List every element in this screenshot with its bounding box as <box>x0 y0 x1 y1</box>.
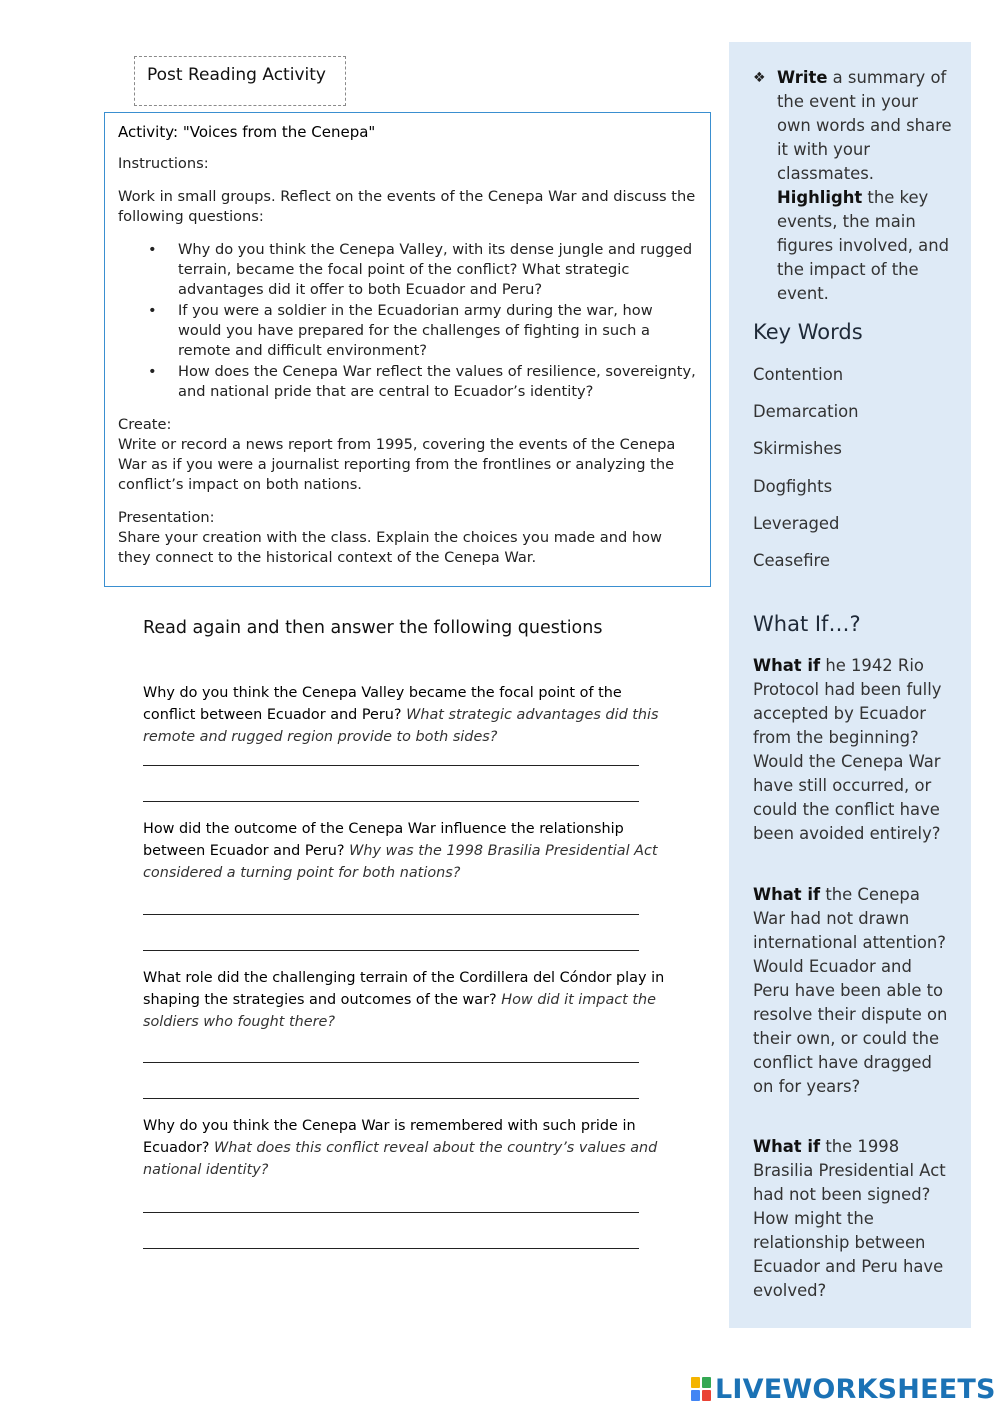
answer-line[interactable] <box>143 765 639 766</box>
discussion-question <box>118 301 697 361</box>
logo-square-blue <box>691 1390 700 1401</box>
what-if-heading: What If…? <box>753 612 861 636</box>
activity-box <box>104 112 711 587</box>
question-follow: How did it impact the soldiers who fought there? <box>143 992 657 1030</box>
activity-title: Activity: "Voices from the Cenepa" <box>118 123 376 141</box>
instructions-label: Instructions: <box>118 155 209 172</box>
question-main: What role did the challenging terrain of the Cordillera del Cóndor play in shaping the strategies and outcomes of the war? <box>143 970 665 1008</box>
summary-part2: the key events, the main figures involved, and the impact of the event. <box>777 188 949 303</box>
what-if-lead: What if <box>753 1137 821 1156</box>
reading-question-3 <box>143 967 673 1033</box>
liveworksheets-logo-icon <box>690 1376 712 1402</box>
answer-line[interactable] <box>143 1212 639 1213</box>
what-if-item <box>753 1135 949 1303</box>
discussion-question-text: Why do you think the Cenepa Valley, with its dense jungle and rugged terrain, became the focal point of the conflict? What strategic advantages did it offer to both Ecuador and Peru? <box>178 241 693 298</box>
summary-part1: a summary of the event in your own words and share it with your classmates. <box>777 68 952 183</box>
create-text: Write or record a news report from 1995, covering the events of the Cenepa War as if you were a journalist reporting from the frontlines or analyzing the conflict’s impact on both nations. <box>118 436 676 493</box>
reading-heading: Read again and then answer the following questions <box>143 618 603 638</box>
answer-line[interactable] <box>143 950 639 951</box>
logo-square-red <box>702 1390 711 1401</box>
summary-highlight: Highlight <box>777 188 863 207</box>
what-if-item <box>753 654 949 846</box>
key-words-heading: Key Words <box>753 320 863 344</box>
bullet-icon: • <box>148 363 157 380</box>
answer-line[interactable] <box>143 801 639 802</box>
summary-write: Write <box>777 68 828 87</box>
create-label: Create: <box>118 416 172 433</box>
answer-line[interactable] <box>143 914 639 915</box>
bullet-icon: • <box>148 302 157 319</box>
key-word: Skirmishes <box>753 439 842 458</box>
reading-question-1 <box>143 682 673 748</box>
what-if-text: the 1998 Brasilia Presidential Act had not been signed? How might the relationship between Ecuador and Peru have evolved? <box>753 1137 946 1300</box>
discussion-question-text: If you were a soldier in the Ecuadorian army during the war, how would you have prepared for the challenges of fighting in such a remote and difficult environment? <box>178 302 653 359</box>
logo-square-green <box>702 1377 711 1388</box>
key-word: Dogfights <box>753 477 833 496</box>
what-if-text: the Cenepa War had not drawn international attention? Would Ecuador and Peru have been able to resolve their dispute on their own, or could the conflict have dragged on for years? <box>753 885 948 1096</box>
post-reading-title-text: Post Reading Activity <box>147 65 326 85</box>
key-word: Leveraged <box>753 514 840 533</box>
presentation-text: Share your creation with the class. Explain the choices you made and how they connect to the historical context of the Cenepa War. <box>118 529 662 566</box>
bullet-icon: • <box>148 241 157 258</box>
question-follow: Why was the 1998 Brasilia Presidential Act considered a turning point for both nations? <box>143 843 658 881</box>
summary-text <box>753 66 953 306</box>
answer-line[interactable] <box>143 1098 639 1099</box>
logo-square-yellow <box>691 1377 700 1388</box>
what-if-lead: What if <box>753 656 821 675</box>
question-follow: What strategic advantages did this remote and rugged region provide to both sides? <box>143 707 659 745</box>
question-main: How did the outcome of the Cenepa War influence the relationship between Ecuador and Peru? <box>143 821 624 859</box>
post-reading-title <box>134 56 346 106</box>
diamond-bullet-icon: ❖ <box>753 70 766 86</box>
discussion-question <box>118 240 697 300</box>
activity-intro: Work in small groups. Reflect on the events of the Cenepa War and discuss the following questions: <box>118 188 696 225</box>
reading-question-4 <box>143 1115 673 1181</box>
sidebar <box>729 42 971 1328</box>
question-main: Why do you think the Cenepa War is remembered with such pride in Ecuador? <box>143 1118 636 1156</box>
discussion-question <box>118 362 697 402</box>
liveworksheets-logo[interactable] <box>690 1372 996 1406</box>
key-word: Contention <box>753 365 844 384</box>
liveworksheets-logo-text: LIVEWORKSHEETS <box>715 1373 996 1405</box>
question-main: Why do you think the Cenepa Valley became the focal point of the conflict between Ecuador and Peru? <box>143 685 622 723</box>
reading-question-2 <box>143 818 673 884</box>
answer-line[interactable] <box>143 1248 639 1249</box>
presentation-label: Presentation: <box>118 509 215 526</box>
what-if-text: he 1942 Rio Protocol had been fully accepted by Ecuador from the beginning? Would the Cenepa War have still occurred, or could the conflict have been avoided entirely? <box>753 656 942 843</box>
what-if-item <box>753 883 949 1099</box>
key-word: Ceasefire <box>753 551 830 570</box>
discussion-list <box>118 240 697 402</box>
question-follow: What does this conflict reveal about the country’s values and national identity? <box>143 1140 658 1178</box>
key-word: Demarcation <box>753 402 859 421</box>
what-if-lead: What if <box>753 885 821 904</box>
discussion-question-text: How does the Cenepa War reflect the values of resilience, sovereignty, and national pride that are central to Ecuador’s identity? <box>178 363 696 400</box>
summary-instruction <box>753 66 953 306</box>
answer-line[interactable] <box>143 1062 639 1063</box>
